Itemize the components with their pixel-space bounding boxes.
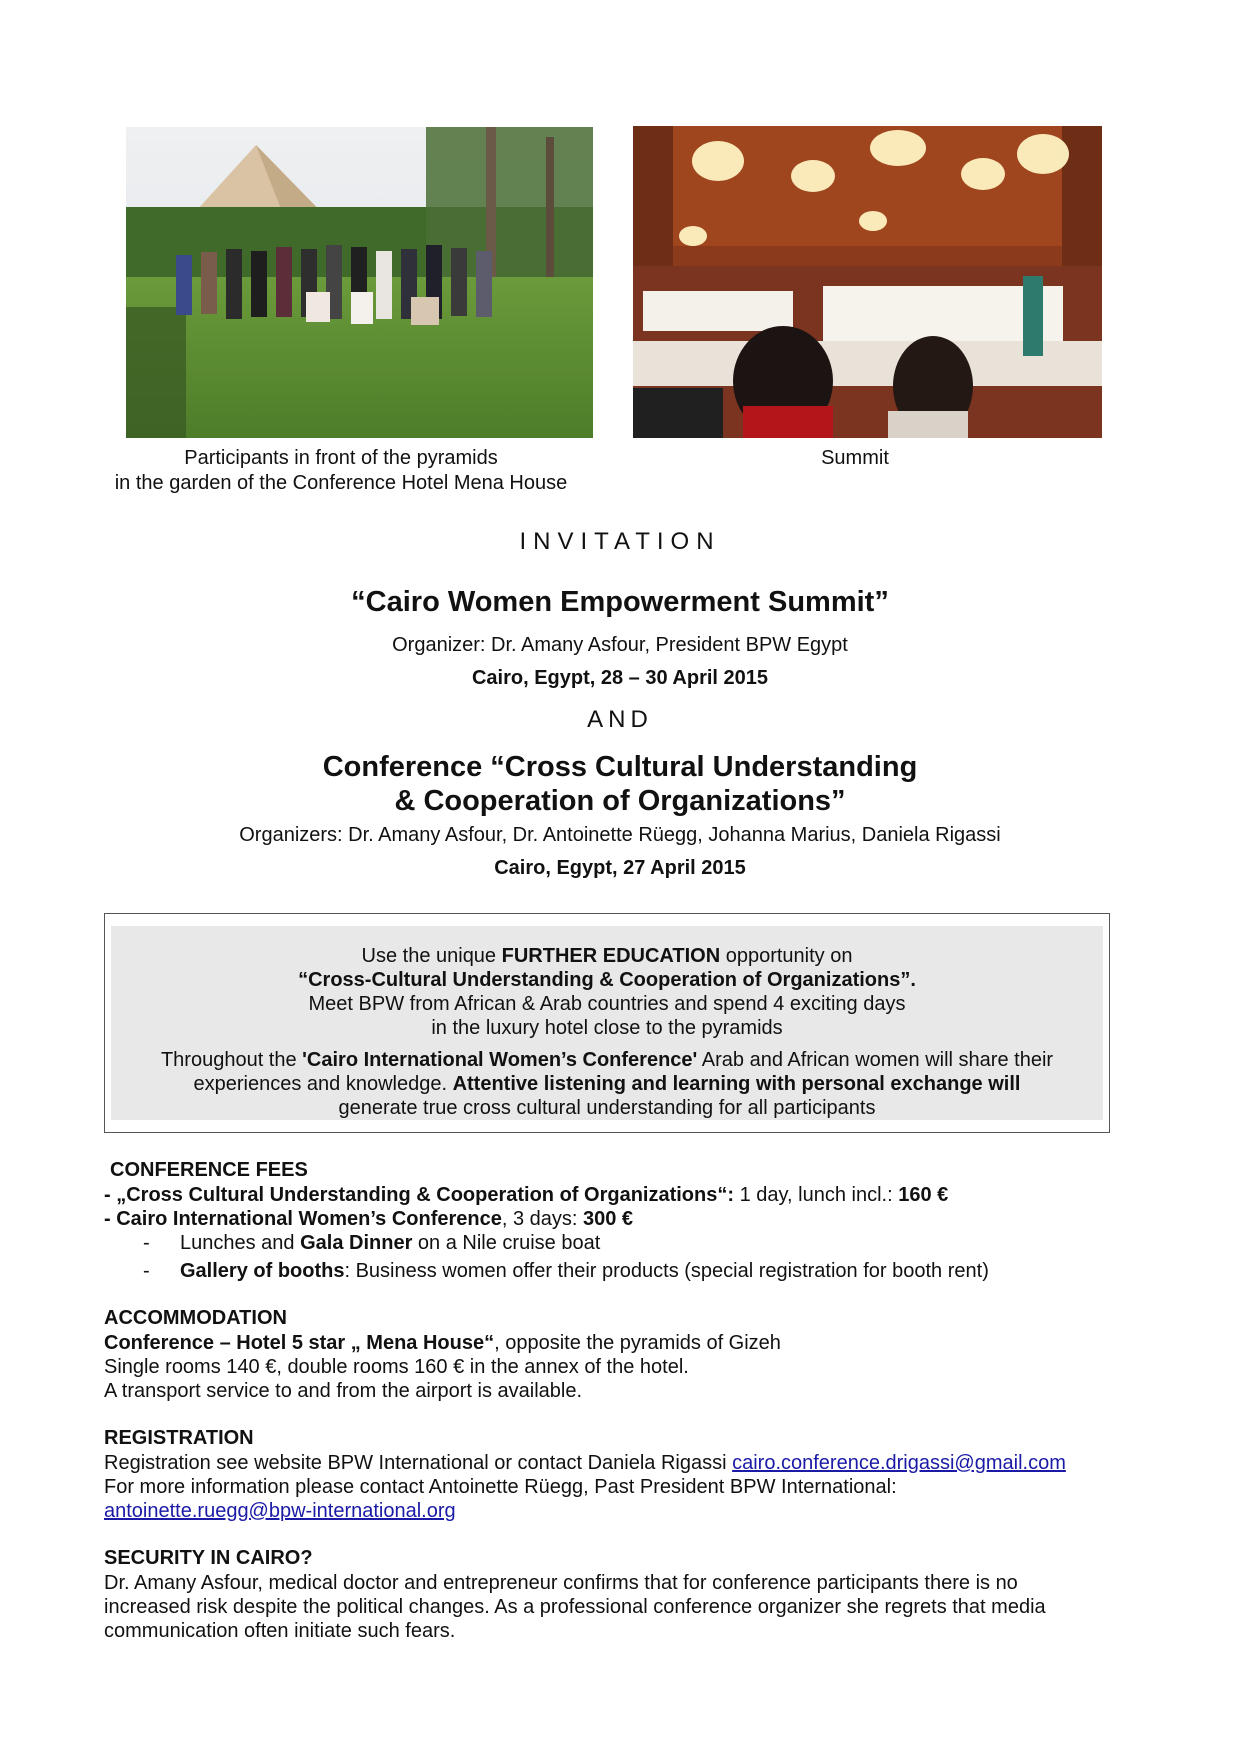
promo-line: “Cross-Cultural Understanding & Cooperation of Organizations”. (298, 969, 916, 991)
fee-sub-text: Lunches and (180, 1232, 301, 1254)
conference-date: Cairo, Egypt, 27 April 2015 (494, 857, 746, 879)
registration-text: Registration see website BPW International or contact Daniela Rigassi (104, 1452, 733, 1474)
promo-line (111, 944, 1103, 968)
caption-line: in the garden of the Conference Hotel Mena House (114, 472, 568, 494)
accommodation-body (104, 1331, 781, 1403)
photo-participants-garden (126, 127, 593, 438)
summit-date: Cairo, Egypt, 28 – 30 April 2015 (471, 667, 769, 689)
registration-body (104, 1451, 1066, 1523)
fee-detail: 1 day, lunch incl.: (734, 1184, 899, 1206)
invitation-heading: INVITATION (519, 528, 721, 555)
conference-title-line: & Cooperation of Organizations” (394, 785, 846, 817)
promo-emphasis: FURTHER EDUCATION (501, 945, 721, 967)
promo-text: Throughout the (160, 1049, 303, 1071)
fee-sub-dash: - (143, 1232, 150, 1254)
further-education-box-inner (111, 926, 1103, 1120)
security-body (104, 1571, 1046, 1643)
fee-dash: - (104, 1184, 117, 1206)
fee-dash: - (104, 1208, 117, 1230)
fee-subitem-1 (143, 1231, 150, 1255)
conference-title (0, 750, 1240, 818)
promo-line (111, 1048, 1103, 1072)
registration-title: REGISTRATION (104, 1427, 254, 1449)
security-line: increased risk despite the political changes. As a professional conference organizer she regrets that media (104, 1596, 1046, 1618)
summit-organizer: Organizer: Dr. Amany Asfour, President BPW Egypt (392, 634, 848, 656)
registration-line (104, 1451, 1066, 1475)
caption-line: Participants in front of the pyramids (184, 447, 498, 469)
promo-text: experiences and knowledge. (193, 1073, 453, 1095)
caption-summit (780, 446, 930, 471)
fee-item-1 (104, 1183, 948, 1207)
email-link-ruegg[interactable]: antoinette.ruegg@bpw-international.org (104, 1500, 456, 1522)
security-line: communication often initiate such fears. (104, 1620, 456, 1642)
fee-sub-dash: - (143, 1260, 150, 1282)
fee-price: 160 € (898, 1184, 949, 1206)
promo-text: Arab and African women will share their (697, 1049, 1054, 1071)
and-separator: AND (587, 706, 653, 733)
fee-subitem-2-text (180, 1259, 989, 1283)
promo-line: in the luxury hotel close to the pyramids (431, 1017, 783, 1039)
fee-subitem-1-text (180, 1231, 600, 1255)
fee-sub-emphasis: Gala Dinner (300, 1232, 413, 1254)
accommodation-line: Single rooms 140 €, double rooms 160 € in the annex of the hotel. (104, 1356, 689, 1378)
fee-item-2 (104, 1207, 633, 1231)
email-link-drigassi[interactable]: cairo.conference.drigassi@gmail.com (732, 1452, 1066, 1474)
promo-emphasis: Attentive listening and learning with personal exchange will (452, 1073, 1021, 1095)
fee-sub-text: : Business women offer their products (special registration for booth rent) (344, 1260, 989, 1282)
accommodation-line (104, 1331, 781, 1355)
promo-text: opportunity on (720, 945, 853, 967)
summit-title: “Cairo Women Empowerment Summit” (351, 586, 889, 618)
security-title: SECURITY IN CAIRO? (104, 1547, 313, 1569)
hotel-name: Conference – Hotel 5 star „ Mena House“ (104, 1332, 495, 1354)
hotel-location: , opposite the pyramids of Gizeh (494, 1332, 781, 1354)
fee-subitem-2 (143, 1259, 150, 1283)
registration-line (104, 1499, 1066, 1523)
fee-name: „Cross Cultural Understanding & Cooperation of Organizations“: (116, 1184, 735, 1206)
fee-price: 300 € (583, 1208, 634, 1230)
promo-line: Meet BPW from African & Arab countries and spend 4 exciting days (308, 993, 906, 1015)
fees-title: CONFERENCE FEES (110, 1159, 308, 1181)
further-education-box (104, 913, 1110, 1133)
promo-emphasis: 'Cairo International Women’s Conference' (302, 1049, 698, 1071)
registration-line: For more information please contact Antoinette Rüegg, Past President BPW International: (104, 1476, 897, 1498)
promo-text: Use the unique (361, 945, 502, 967)
caption-line: Summit (821, 447, 889, 469)
accommodation-line: A transport service to and from the airport is available. (104, 1380, 583, 1402)
promo-line (111, 1072, 1103, 1096)
photo-summit-hall (633, 126, 1102, 438)
summit-photo-illustration (633, 126, 1102, 438)
conference-organizers: Organizers: Dr. Amany Asfour, Dr. Antoinette Rüegg, Johanna Marius, Daniela Rigassi (239, 824, 1001, 846)
caption-participants (96, 446, 586, 496)
promo-line: generate true cross cultural understanding for all participants (338, 1097, 876, 1119)
accommodation-title: ACCOMMODATION (104, 1307, 287, 1329)
conference-title-line: Conference “Cross Cultural Understanding (322, 751, 918, 783)
fee-detail: , 3 days: (501, 1208, 583, 1230)
fee-name: Cairo International Women’s Conference (116, 1208, 502, 1230)
fee-sub-text: on a Nile cruise boat (412, 1232, 601, 1254)
fee-sub-emphasis: Gallery of booths (180, 1260, 345, 1282)
garden-photo-illustration (126, 127, 593, 438)
security-line: Dr. Amany Asfour, medical doctor and entrepreneur confirms that for conference participants there is no (104, 1572, 1018, 1594)
